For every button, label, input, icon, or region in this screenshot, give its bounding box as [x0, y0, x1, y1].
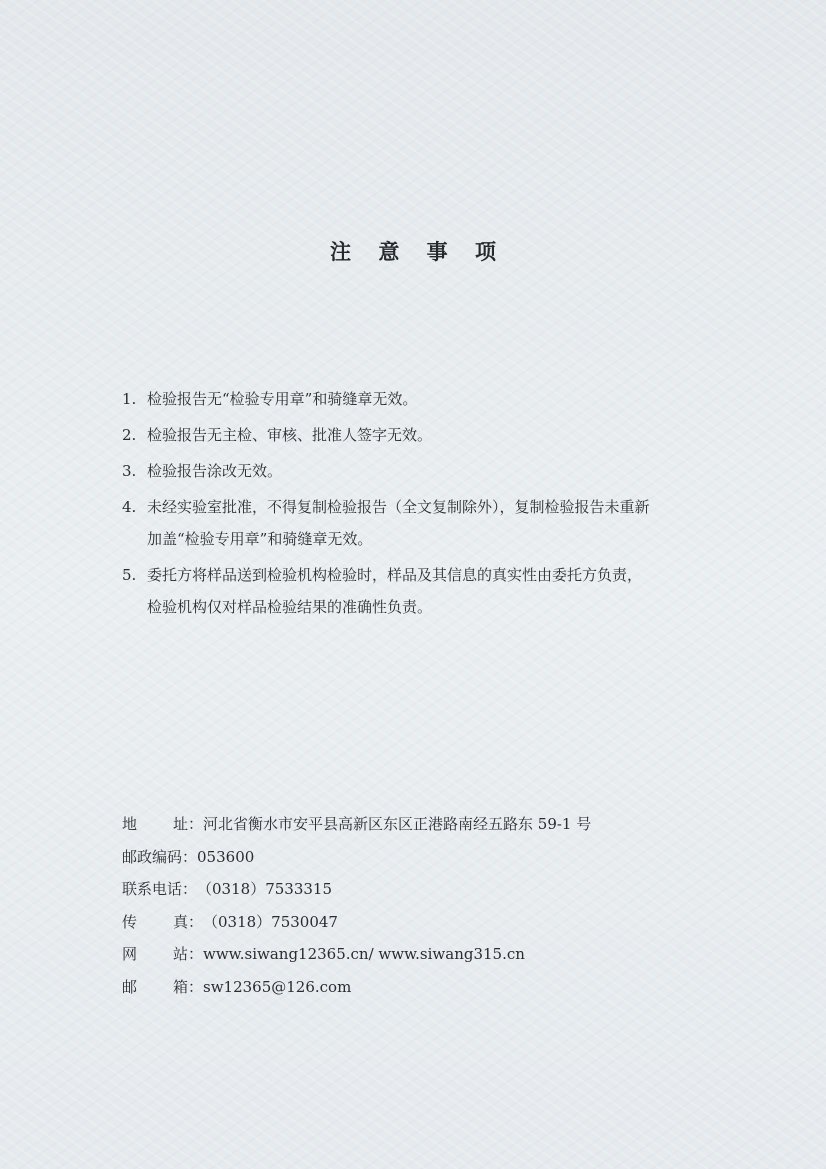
note-item-1 — [122, 383, 722, 415]
note-text-continued: 检验机构仅对样品检验结果的准确性负责。 — [147, 598, 433, 616]
address-value: 河北省衡水市安平县高新区东区正港路南经五路东 59-1 号 — [203, 815, 592, 833]
note-number: 3. — [122, 462, 137, 480]
contact-address — [122, 808, 722, 841]
note-number: 5. — [122, 566, 137, 584]
note-text: 检验报告涂改无效。 — [147, 462, 283, 480]
notes-list — [122, 383, 722, 627]
phone-value: （0318）7533315 — [197, 880, 332, 898]
note-text: 未经实验室批准，不得复制检验报告（全文复制除外），复制检验报告未重新 — [147, 498, 650, 516]
contact-email — [122, 971, 722, 1004]
note-text-continued: 加盖“检验专用章”和骑缝章无效。 — [147, 530, 373, 548]
page-title: 注 意 事 项 — [330, 239, 506, 264]
email-value: sw12365@126.com — [203, 977, 352, 996]
fax-value: （0318）7530047 — [203, 912, 338, 931]
note-item-2 — [122, 419, 722, 451]
contact-website — [122, 938, 722, 971]
contact-postcode — [122, 841, 722, 874]
phone-label: 联系电话： — [122, 880, 198, 898]
note-number: 1. — [122, 390, 137, 408]
note-text: 检验报告无“检验专用章”和骑缝章无效。 — [147, 390, 418, 408]
email-label: 邮 箱： — [122, 977, 203, 996]
note-number: 4. — [122, 498, 137, 516]
note-item-4 — [122, 491, 722, 555]
fax-label: 传 真： — [122, 912, 203, 931]
contact-info — [122, 808, 722, 1003]
note-item-3 — [122, 455, 722, 487]
website-value: www.siwang12365.cn/ www.siwang315.cn — [203, 945, 525, 963]
contact-fax — [122, 906, 722, 939]
note-number: 2. — [122, 426, 137, 444]
postcode-label: 邮政编码： — [122, 847, 198, 866]
note-text: 委托方将样品送到检验机构检验时，样品及其信息的真实性由委托方负责， — [147, 566, 643, 584]
website-label: 网 站： — [122, 945, 203, 963]
contact-phone — [122, 873, 722, 906]
note-item-5 — [122, 559, 722, 623]
postcode-value: 053600 — [197, 847, 255, 866]
note-text: 检验报告无主检、审核、批准人签字无效。 — [147, 426, 433, 444]
address-label: 地 址： — [122, 815, 203, 833]
